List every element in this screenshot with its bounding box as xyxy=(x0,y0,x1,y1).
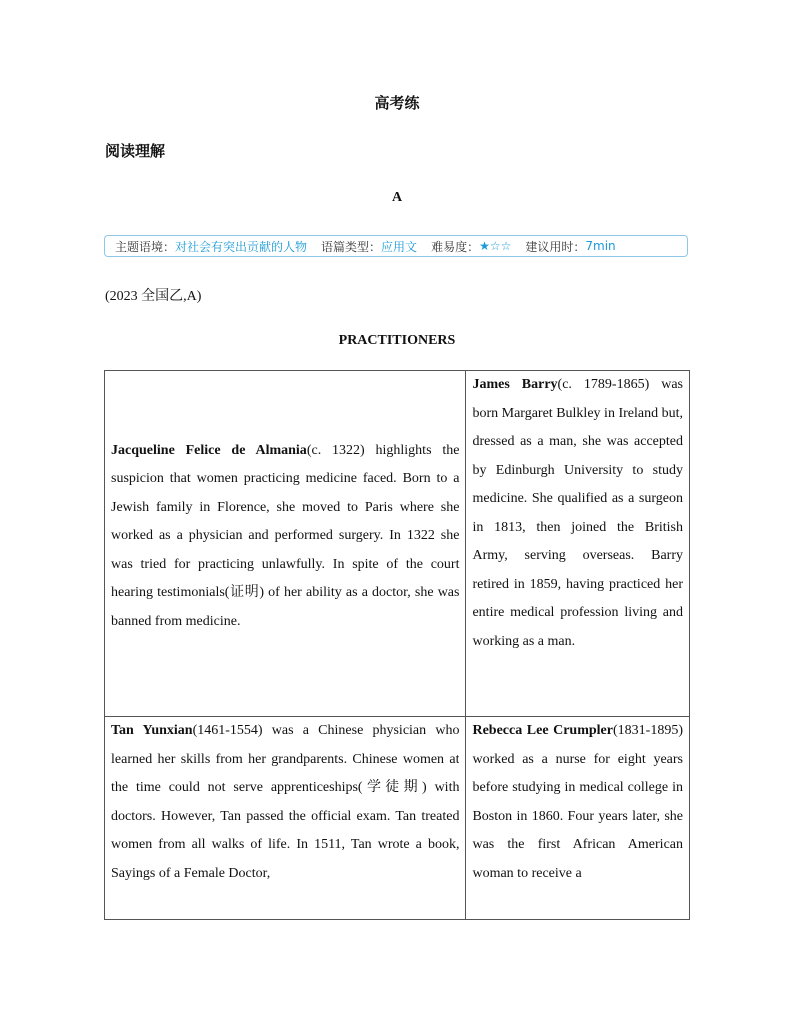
table-cell xyxy=(466,371,690,717)
difficulty-stars: ★☆☆ xyxy=(479,239,512,253)
difficulty-label: 难易度： xyxy=(431,239,480,254)
practitioner-dates: (1461-1554) xyxy=(192,723,263,738)
practitioner-bio: was a Chinese physician who learned her skills from her grandparents. Chinese women at the time could not serve apprenticeships(学徒期) with doctors. However, Tan passed the official exam. Tan treated women from all walks of life. In 1511, Tan wrote a book, Sayings of a Female Doctor, xyxy=(111,723,460,881)
passage-heading: PRACTITIONERS xyxy=(338,333,456,348)
section-heading: 阅读理解 xyxy=(105,142,166,160)
time-label: 建议用时： xyxy=(525,239,586,254)
practitioners-table xyxy=(104,370,690,920)
page-title: 高考练 xyxy=(374,94,420,112)
table-row xyxy=(105,371,690,717)
table-cell xyxy=(466,717,690,920)
topic-label: 主题语境： xyxy=(115,239,176,254)
practitioner-bio: worked as a nurse for eight years before studying in medical college in Boston in 1860. Four years later, she was the first African American woman to receive a xyxy=(472,751,683,881)
type-value: 应用文 xyxy=(381,239,418,254)
passage-info-bar xyxy=(104,235,688,257)
table-cell xyxy=(105,717,466,920)
practitioner-dates: (c. 1322) xyxy=(306,442,365,458)
practitioner-dates: (c. 1789-1865) xyxy=(557,377,650,392)
table-row xyxy=(105,717,690,920)
table-cell xyxy=(105,371,466,717)
practitioner-bio: was born Margaret Bulkley in Ireland but, dressed as a man, she was accepted by Edinburgh University to study medicine. She qualified as a surgeon in 1813, then joined the British Army, serving overseas. Barry retired in 1859, having practiced her entire medical profession living and working as a man. xyxy=(472,377,683,649)
topic-value: 对社会有突出贡献的人物 xyxy=(175,239,308,254)
practitioner-dates: (1831-1895) xyxy=(613,723,683,738)
practitioner-name: Tan Yunxian xyxy=(111,723,193,738)
time-value: 7min xyxy=(585,239,616,253)
practitioner-name: Rebecca Lee Crumpler xyxy=(472,723,613,738)
exam-source: (2023 全国乙,A) xyxy=(105,289,202,304)
part-label: A xyxy=(391,190,403,205)
practitioner-name: Jacqueline Felice de Almania xyxy=(111,442,307,458)
practitioner-bio: highlights the suspicion that women practicing medicine faced. Born to a Jewish family in Florence, she moved to Paris where she worked as a physician and performed surgery. In 1322 she was tried for practicing unlawfully. In spite of the court hearing testimonials(证明) of her ability as a doctor, she was banned from medicine. xyxy=(111,442,460,629)
practitioner-name: James Barry xyxy=(472,377,558,392)
type-label: 语篇类型： xyxy=(321,239,382,254)
